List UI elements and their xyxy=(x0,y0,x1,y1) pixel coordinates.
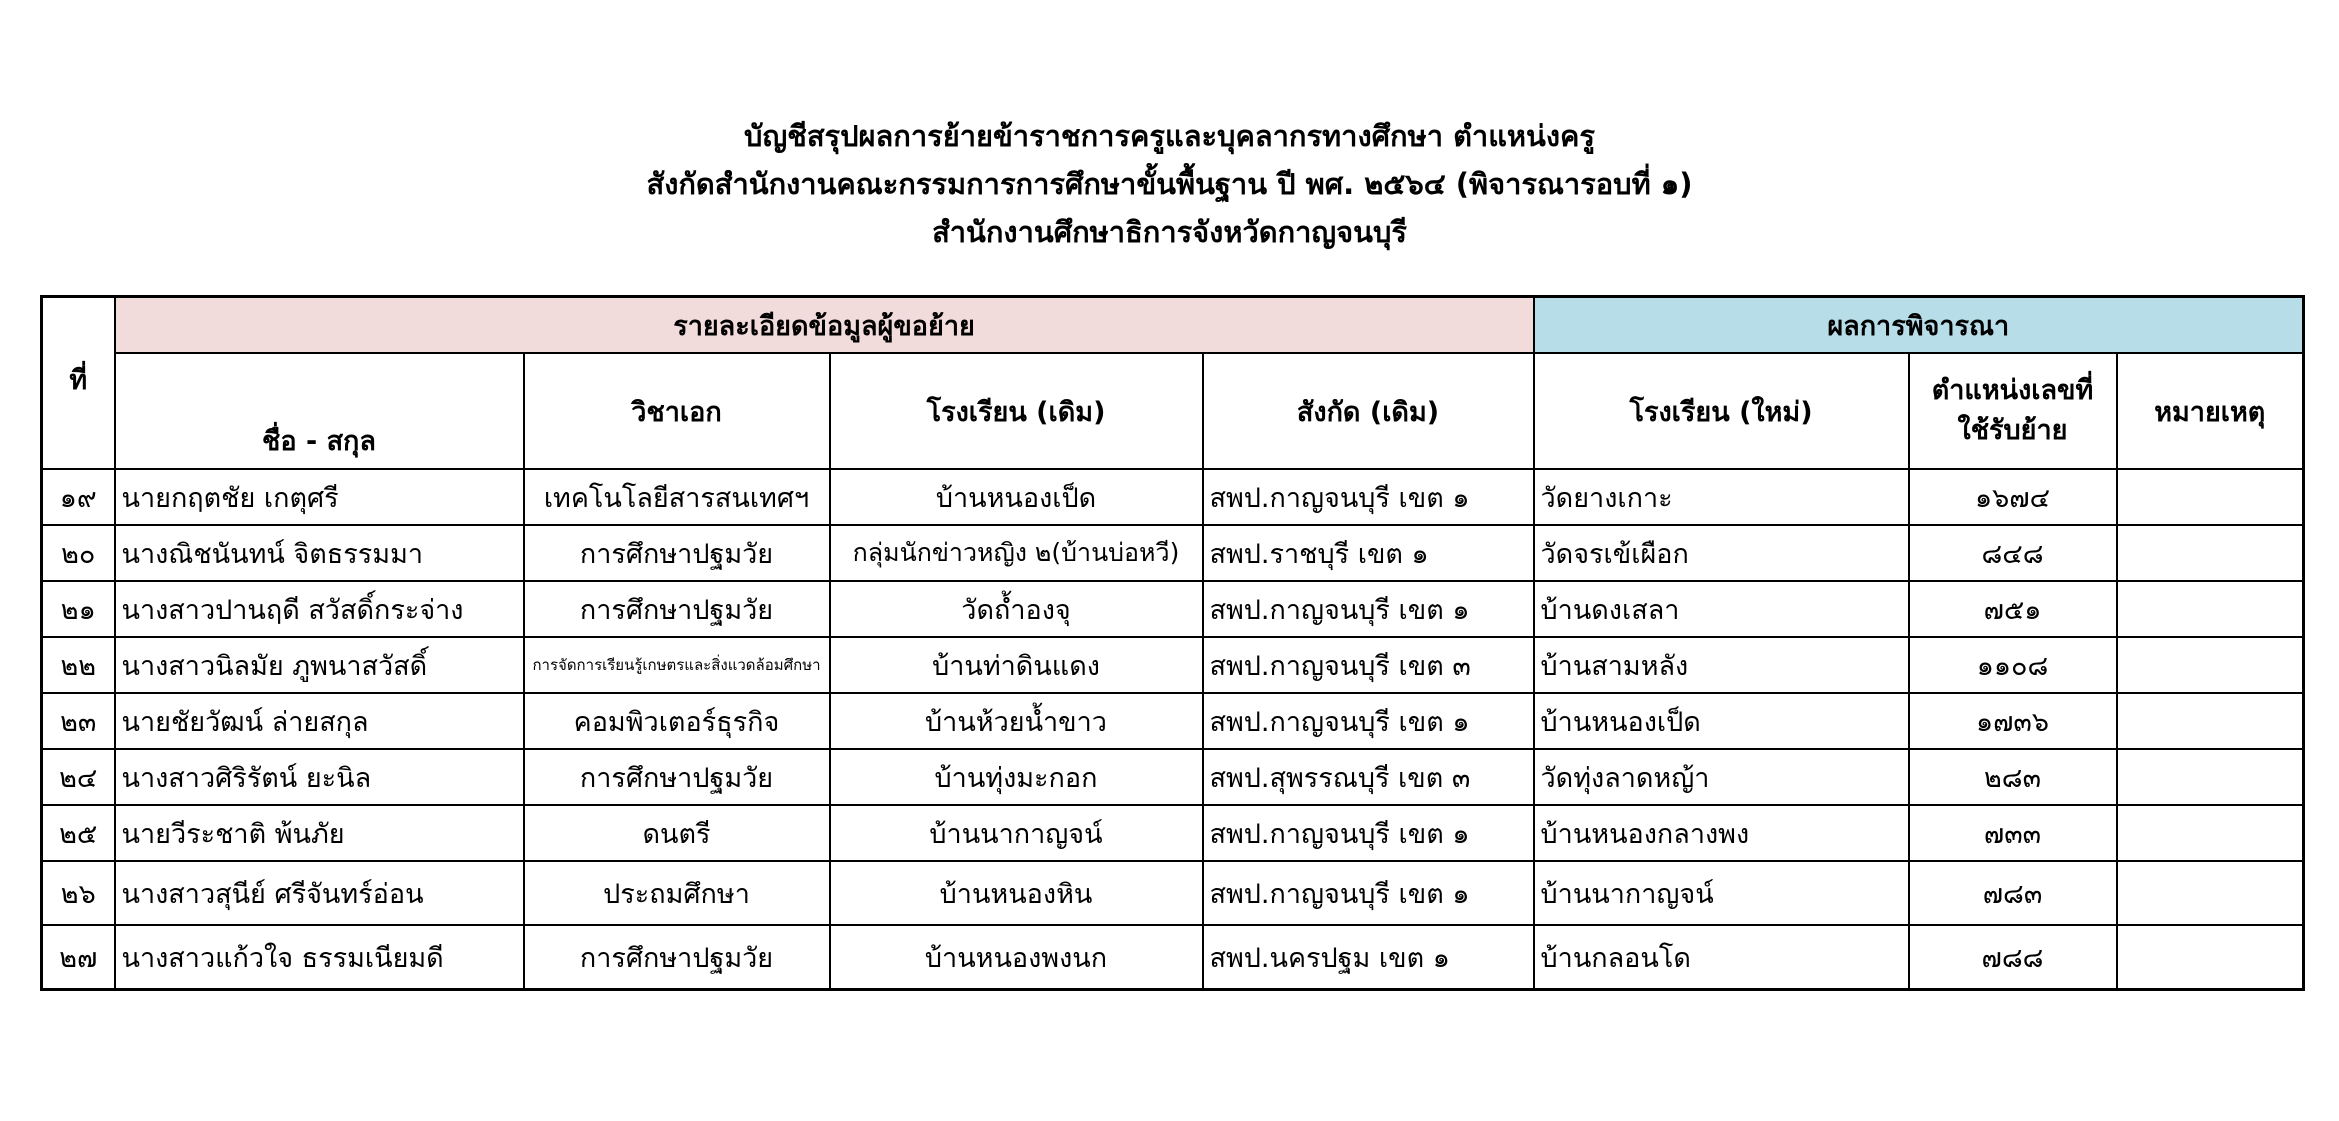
cell-school-new: วัดทุ่งลาดหญ้า xyxy=(1534,749,1909,805)
cell-position: ๑๖๗๔ xyxy=(1909,469,2117,525)
cell-no: ๑๙ xyxy=(42,469,115,525)
cell-position: ๗๘๘ xyxy=(1909,925,2117,990)
cell-school-new: บ้านหนองเป็ด xyxy=(1534,693,1909,749)
cell-remark xyxy=(2117,861,2304,925)
cell-name: นางสาวศิริรัตน์ ยะนิล xyxy=(115,749,524,805)
cell-office-old: สพป.นครปฐม เขต ๑ xyxy=(1203,925,1534,990)
title-line-2: สังกัดสำนักงานคณะกรรมการการศึกษาขั้นพื้นฐาน ปี พศ. ๒๕๖๔ (พิจารณารอบที่ ๑) xyxy=(646,167,1693,201)
cell-office-old: สพป.กาญจนบุรี เขต ๑ xyxy=(1203,693,1534,749)
cell-no: ๒๗ xyxy=(42,925,115,990)
cell-position: ๗๕๑ xyxy=(1909,581,2117,637)
header-school-old: โรงเรียน (เดิม) xyxy=(830,353,1203,469)
cell-remark xyxy=(2117,469,2304,525)
cell-major: ดนตรี xyxy=(524,805,830,861)
cell-no: ๒๖ xyxy=(42,861,115,925)
cell-remark xyxy=(2117,805,2304,861)
cell-school-old: บ้านนากาญจน์ xyxy=(830,805,1203,861)
cell-remark xyxy=(2117,925,2304,990)
cell-school-old: บ้านท่าดินแดง xyxy=(830,637,1203,693)
cell-major: การศึกษาปฐมวัย xyxy=(524,581,830,637)
table-row xyxy=(42,805,2304,861)
header-position-line-2: ใช้รับย้าย xyxy=(1957,415,2068,446)
table-row xyxy=(42,581,2304,637)
cell-school-old: บ้านหนองเป็ด xyxy=(830,469,1203,525)
cell-office-old: สพป.กาญจนบุรี เขต ๑ xyxy=(1203,861,1534,925)
cell-no: ๒๔ xyxy=(42,749,115,805)
cell-school-new: วัดจรเข้เผือก xyxy=(1534,525,1909,581)
cell-school-new: บ้านกลอนโด xyxy=(1534,925,1909,990)
cell-no: ๒๓ xyxy=(42,693,115,749)
transfer-results-table xyxy=(40,295,2305,991)
cell-name: นางสาวปานฤดี สวัสดิ์กระจ่าง xyxy=(115,581,524,637)
cell-name: นายกฤตชัย เกตุศรี xyxy=(115,469,524,525)
document-title-block xyxy=(0,112,2339,256)
cell-position: ๗๓๓ xyxy=(1909,805,2117,861)
cell-position: ๑๗๓๖ xyxy=(1909,693,2117,749)
cell-office-old: สพป.สุพรรณบุรี เขต ๓ xyxy=(1203,749,1534,805)
header-major: วิชาเอก xyxy=(524,353,830,469)
cell-major: เทคโนโลยีสารสนเทศฯ xyxy=(524,469,830,525)
header-position-number xyxy=(1909,353,2117,469)
cell-office-old: สพป.กาญจนบุรี เขต ๓ xyxy=(1203,637,1534,693)
cell-major: ประถมศึกษา xyxy=(524,861,830,925)
table-row xyxy=(42,749,2304,805)
cell-office-old: สพป.กาญจนบุรี เขต ๑ xyxy=(1203,469,1534,525)
cell-office-old: สพป.ราชบุรี เขต ๑ xyxy=(1203,525,1534,581)
header-school-new: โรงเรียน (ใหม่) xyxy=(1534,353,1909,469)
cell-major: การศึกษาปฐมวัย xyxy=(524,525,830,581)
cell-school-old: บ้านหนองพงนก xyxy=(830,925,1203,990)
cell-position: ๘๔๘ xyxy=(1909,525,2117,581)
table-row xyxy=(42,693,2304,749)
cell-no: ๒๐ xyxy=(42,525,115,581)
cell-school-new: บ้านนากาญจน์ xyxy=(1534,861,1909,925)
cell-school-old: กลุ่มนักข่าวหญิง ๒(บ้านบ่อหวี) xyxy=(830,525,1203,581)
cell-major: การจัดการเรียนรู้เกษตรและสิ่งแวดล้อมศึกษา xyxy=(524,637,830,693)
table-row xyxy=(42,925,2304,990)
table-row xyxy=(42,861,2304,925)
cell-school-old: บ้านทุ่งมะกอก xyxy=(830,749,1203,805)
table-row xyxy=(42,525,2304,581)
cell-office-old: สพป.กาญจนบุรี เขต ๑ xyxy=(1203,581,1534,637)
cell-major: คอมพิวเตอร์ธุรกิจ xyxy=(524,693,830,749)
cell-remark xyxy=(2117,637,2304,693)
cell-no: ๒๒ xyxy=(42,637,115,693)
cell-school-new: วัดยางเกาะ xyxy=(1534,469,1909,525)
title-line-3: สำนักงานศึกษาธิการจังหวัดกาญจนบุรี xyxy=(932,215,1407,249)
cell-remark xyxy=(2117,693,2304,749)
cell-position: ๗๘๓ xyxy=(1909,861,2117,925)
cell-name: นางสาวสุนีย์ ศรีจันทร์อ่อน xyxy=(115,861,524,925)
cell-major: การศึกษาปฐมวัย xyxy=(524,749,830,805)
cell-name: นายวีระชาติ พ้นภัย xyxy=(115,805,524,861)
cell-major: การศึกษาปฐมวัย xyxy=(524,925,830,990)
title-line-1: บัญชีสรุปผลการย้ายข้าราชการครูและบุคลากรทางศึกษา ตำแหน่งครู xyxy=(744,119,1595,153)
cell-name: นางสาวนิลมัย ภูพนาสวัสดิ์ xyxy=(115,637,524,693)
cell-remark xyxy=(2117,581,2304,637)
header-no: ที่ xyxy=(42,297,115,470)
header-position-line-1: ตำแหน่งเลขที่ xyxy=(1931,375,2094,406)
header-name: ชื่อ - สกุล xyxy=(115,353,524,469)
cell-remark xyxy=(2117,525,2304,581)
table-row xyxy=(42,469,2304,525)
cell-name: นางสาวแก้วใจ ธรรมเนียมดี xyxy=(115,925,524,990)
cell-name: นายชัยวัฒน์ ล่ายสกุล xyxy=(115,693,524,749)
table-row xyxy=(42,637,2304,693)
cell-school-new: บ้านดงเสลา xyxy=(1534,581,1909,637)
cell-position: ๑๑๐๘ xyxy=(1909,637,2117,693)
cell-school-old: บ้านห้วยน้ำขาว xyxy=(830,693,1203,749)
cell-school-new: บ้านหนองกลางพง xyxy=(1534,805,1909,861)
cell-position: ๒๘๓ xyxy=(1909,749,2117,805)
cell-remark xyxy=(2117,749,2304,805)
cell-office-old: สพป.กาญจนบุรี เขต ๑ xyxy=(1203,805,1534,861)
cell-school-old: บ้านหนองหิน xyxy=(830,861,1203,925)
cell-no: ๒๑ xyxy=(42,581,115,637)
cell-name: นางณิชนันทน์ จิตธรรมมา xyxy=(115,525,524,581)
group-header-consideration-results: ผลการพิจารณา xyxy=(1534,297,2304,354)
cell-school-new: บ้านสามหลัง xyxy=(1534,637,1909,693)
cell-school-old: วัดถ้ำองจุ xyxy=(830,581,1203,637)
header-office-old: สังกัด (เดิม) xyxy=(1203,353,1534,469)
group-header-applicant-details: รายละเอียดข้อมูลผู้ขอย้าย xyxy=(115,297,1534,354)
header-remark: หมายเหตุ xyxy=(2117,353,2304,469)
cell-no: ๒๕ xyxy=(42,805,115,861)
